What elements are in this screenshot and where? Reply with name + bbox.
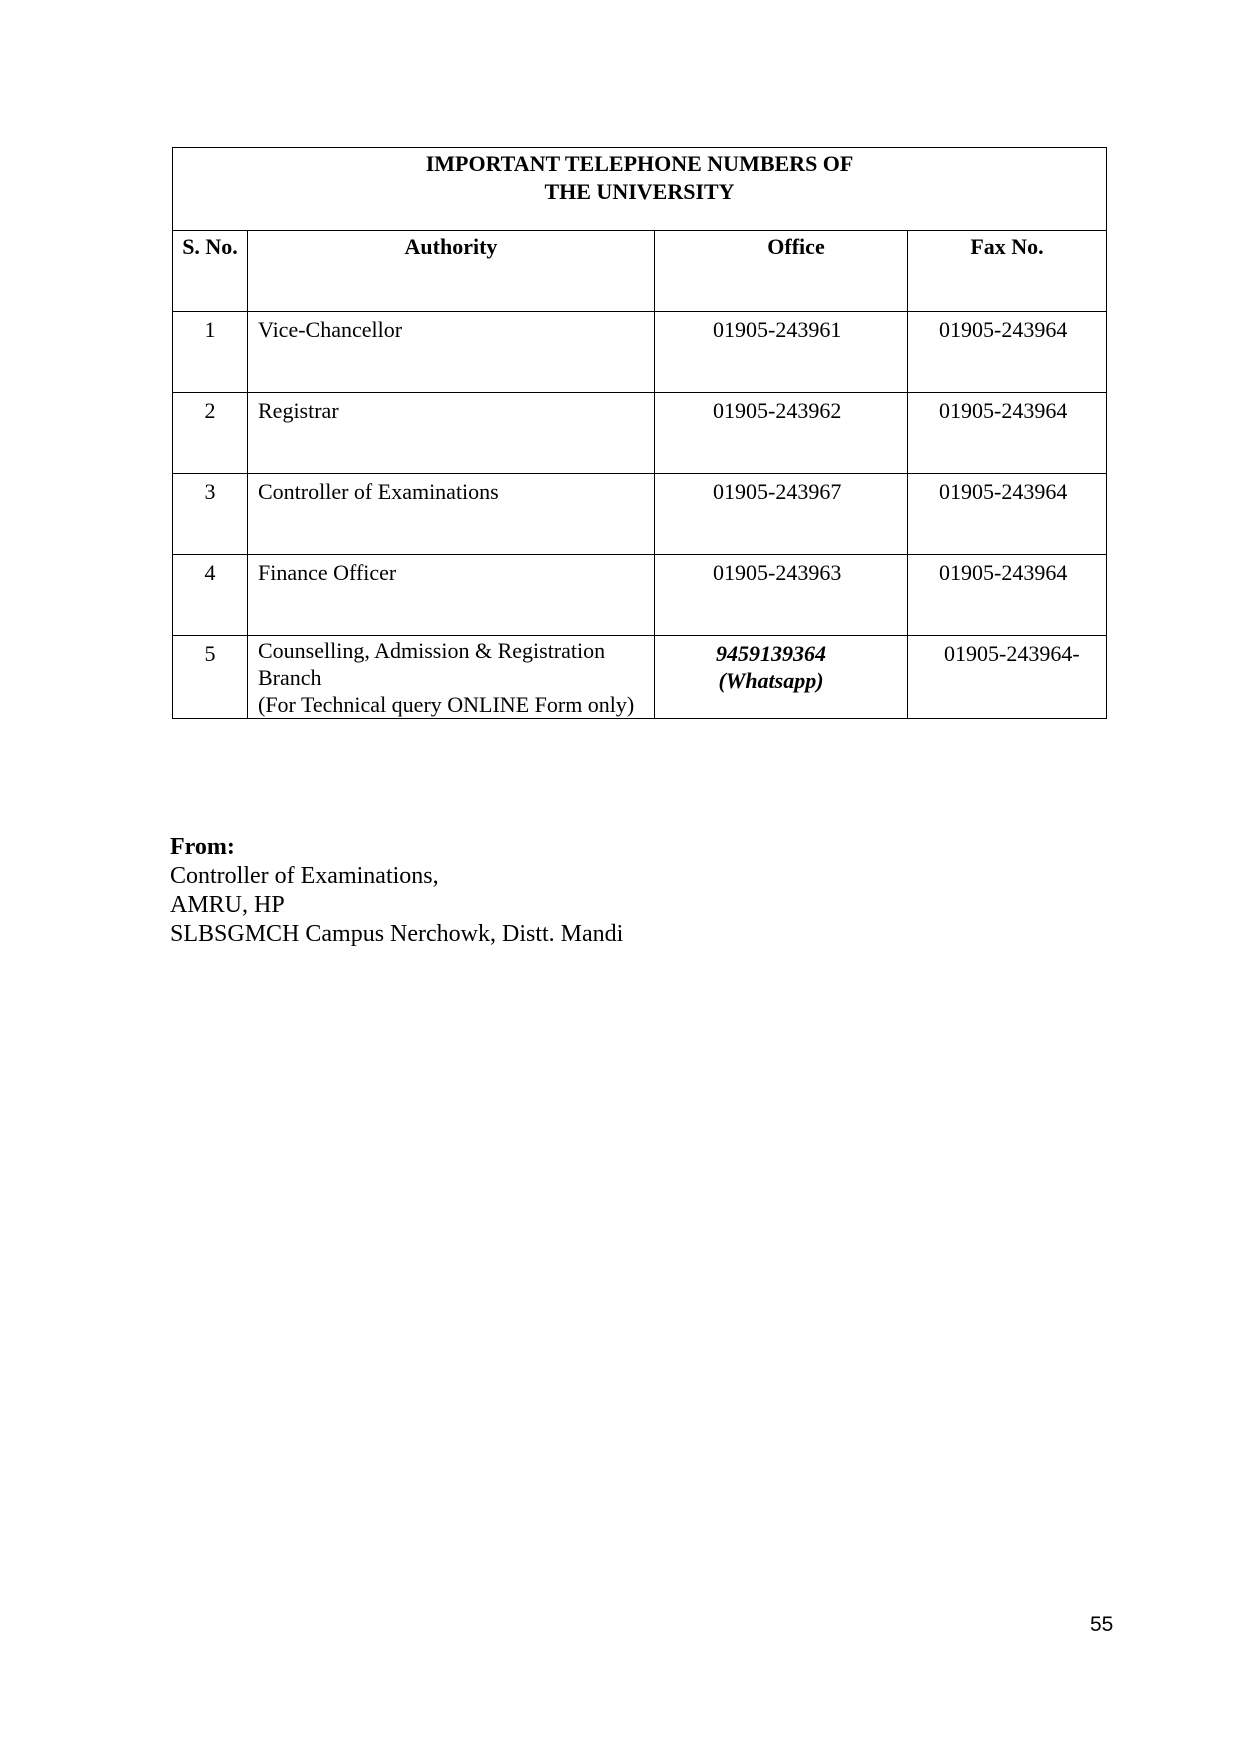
cell-sno: 3: [173, 474, 248, 555]
table-row: [173, 474, 1107, 555]
cell-office: 01905-243963: [655, 555, 908, 636]
cell-fax: 01905-243964: [908, 555, 1107, 636]
from-line-3: SLBSGMCH Campus Nerchowk, Distt. Mandi: [170, 921, 624, 947]
cell-office: 01905-243961: [655, 312, 908, 393]
cell-sno: 4: [173, 555, 248, 636]
from-line-1: Controller of Examinations,: [170, 863, 439, 889]
cell-office: 01905-243967: [655, 474, 908, 555]
cell-authority: [248, 636, 655, 719]
table-row: [173, 636, 1107, 719]
cell-authority: Controller of Examinations: [248, 474, 655, 555]
cell-fax: 01905-243964: [908, 474, 1107, 555]
page-number: 55: [1090, 1613, 1114, 1636]
table-title: [173, 148, 1107, 231]
cell-office: 01905-243962: [655, 393, 908, 474]
authority-line-3: (For Technical query ONLINE Form only): [258, 692, 635, 717]
table-row: [173, 393, 1107, 474]
cell-fax: 01905-243964-: [908, 636, 1107, 719]
cell-authority: Vice-Chancellor: [248, 312, 655, 393]
from-line-2: AMRU, HP: [170, 892, 285, 918]
authority-line-2: Branch: [258, 665, 322, 690]
header-fax: Fax No.: [908, 231, 1107, 312]
cell-sno: 5: [173, 636, 248, 719]
table-title-line-1: IMPORTANT TELEPHONE NUMBERS OF: [425, 151, 854, 176]
header-sno: S. No.: [173, 231, 248, 312]
cell-fax: 01905-243964: [908, 312, 1107, 393]
whatsapp-label: (Whatsapp): [718, 668, 824, 693]
table-title-line-2: THE UNIVERSITY: [544, 179, 735, 204]
cell-office-whatsapp: [655, 636, 908, 719]
header-authority: Authority: [248, 231, 655, 312]
cell-sno: 2: [173, 393, 248, 474]
authority-line-1: Counselling, Admission & Registration: [258, 638, 606, 663]
table-row: [173, 312, 1107, 393]
cell-sno: 1: [173, 312, 248, 393]
cell-authority: Registrar: [248, 393, 655, 474]
table-header-row: [173, 231, 1107, 312]
cell-authority: Finance Officer: [248, 555, 655, 636]
header-office: Office: [655, 231, 908, 312]
table-row: [173, 555, 1107, 636]
cell-fax: 01905-243964: [908, 393, 1107, 474]
telephone-numbers-table: [172, 147, 1107, 719]
from-label: From:: [170, 834, 235, 860]
whatsapp-number: 9459139364: [716, 641, 826, 666]
from-address-block: [170, 833, 623, 949]
